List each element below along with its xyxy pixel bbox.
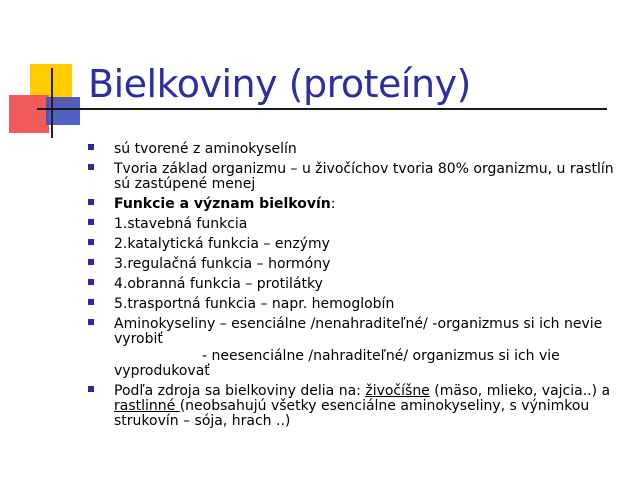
bullet-list [88,142,620,434]
list-item: Funkcie a význam bielkovín: [88,197,620,212]
bullet-icon [88,164,94,170]
title-underline [37,108,607,110]
bullet-icon [88,279,94,285]
list-item: Podľa zdroja sa bielkoviny delia na: živočíšne (mäso, mlieko, vajcia..) a rastlinné (neobsahujú všetky esenciálne aminokyseliny, s výnimkou strukovín – sója, hrach ..) [88,384,620,429]
bullet-icon [88,219,94,225]
decor-red-square [9,95,49,133]
list-item: 1.stavebná funkcia [88,217,620,232]
bullet-icon [88,144,94,150]
continuation-line: vyprodukovať [114,363,210,379]
list-item: sú tvorené z aminokyselín [88,142,620,157]
bullet-icon [88,299,94,305]
list-item: 5.trasportná funkcia – napr. hemoglobín [88,297,620,312]
list-item: 4.obranná funkcia – protilátky [88,277,620,292]
continuation-line: - neesenciálne /nahraditeľné/ organizmus si ich vie [202,348,560,364]
bullet-icon [88,199,94,205]
slide-title: Bielkoviny (proteíny) [88,62,471,106]
bullet-icon [88,259,94,265]
bullet-icon [88,319,94,325]
decor-vertical-line [51,68,53,138]
section-heading: Funkcie a význam bielkovín [114,196,331,212]
list-item: 3.regulačná funkcia – hormóny [88,257,620,272]
bullet-icon [88,239,94,245]
list-item: Aminokyseliny – esenciálne /nenahraditeľné/ -organizmus si ich nevie vyrobiť [88,317,620,347]
bullet-icon [88,386,94,392]
list-item: Tvoria základ organizmu – u živočíchov tvoria 80% organizmu, u rastlín sú zastúpené menej [88,162,620,192]
list-item: 2.katalytická funkcia – enzýmy [88,237,620,252]
